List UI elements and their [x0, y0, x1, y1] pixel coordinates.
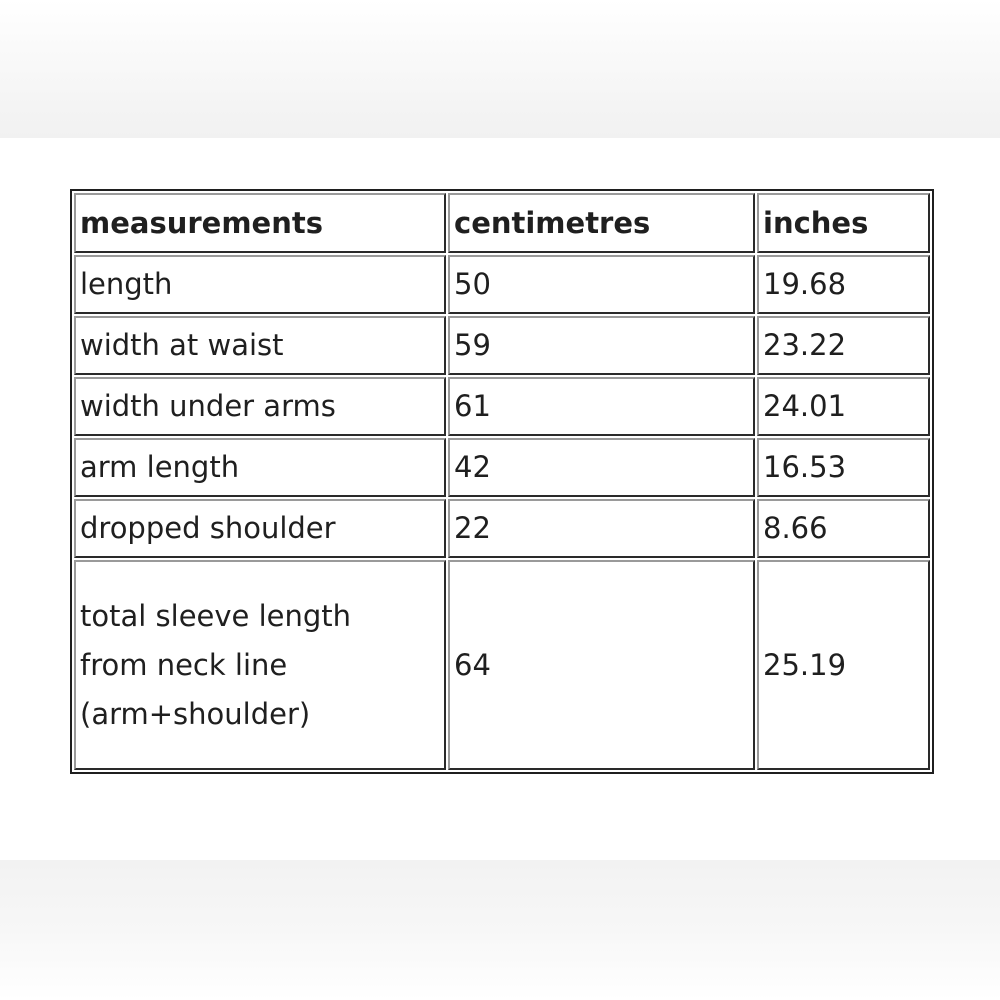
- size-chart-table: [70, 189, 934, 774]
- measurement-name: arm length: [74, 438, 446, 497]
- value-centimetres: 42: [448, 438, 755, 497]
- measurement-name: width at waist: [74, 316, 446, 375]
- value-centimetres: 50: [448, 255, 755, 314]
- value-centimetres: 61: [448, 377, 755, 436]
- value-centimetres: 64: [448, 560, 755, 770]
- header-centimetres: centimetres: [448, 193, 755, 253]
- value-centimetres: 59: [448, 316, 755, 375]
- value-inches: 24.01: [757, 377, 930, 436]
- value-centimetres: 22: [448, 499, 755, 558]
- value-inches: 23.22: [757, 316, 930, 375]
- top-background-band: [0, 0, 1000, 138]
- measurement-name: total sleeve length from neck line (arm+shoulder): [74, 560, 446, 770]
- measurement-name: length: [74, 255, 446, 314]
- table-row: [74, 560, 930, 770]
- table-row: [74, 377, 930, 436]
- value-inches: 8.66: [757, 499, 930, 558]
- value-inches: 25.19: [757, 560, 930, 770]
- table-row: [74, 438, 930, 497]
- table-row: [74, 499, 930, 558]
- header-measurements: measurements: [74, 193, 446, 253]
- table-header-row: [74, 193, 930, 253]
- table-row: [74, 316, 930, 375]
- value-inches: 19.68: [757, 255, 930, 314]
- measurement-name: dropped shoulder: [74, 499, 446, 558]
- measurement-name: width under arms: [74, 377, 446, 436]
- header-inches: inches: [757, 193, 930, 253]
- value-inches: 16.53: [757, 438, 930, 497]
- bottom-background-band: [0, 860, 1000, 1000]
- table-row: [74, 255, 930, 314]
